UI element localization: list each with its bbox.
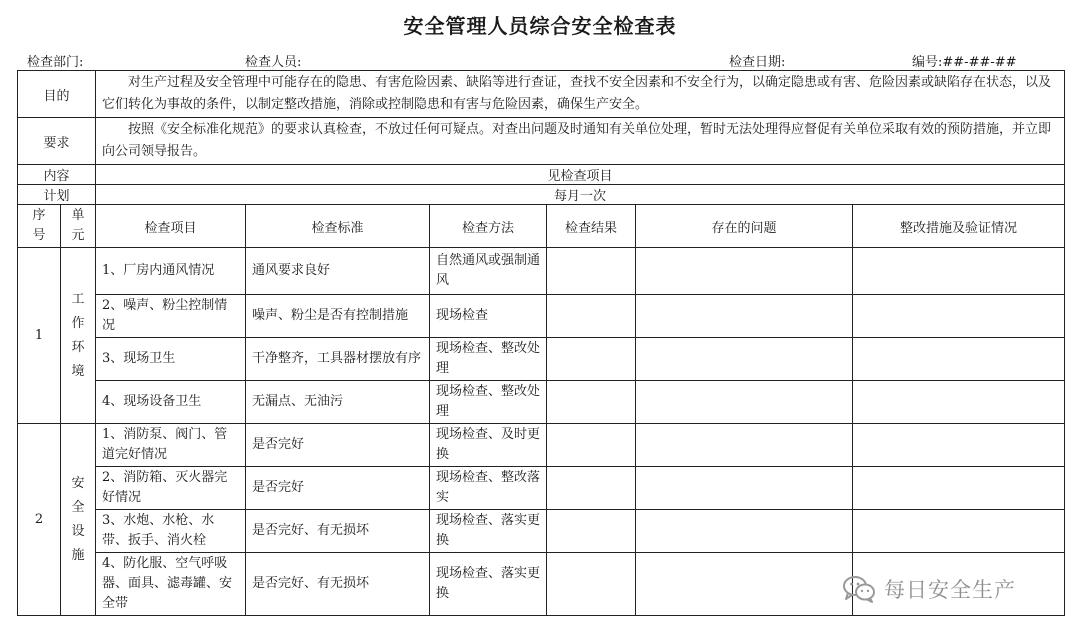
table-row	[18, 338, 1065, 381]
column-header-row	[18, 205, 1065, 248]
serial-number-label: 编号:	[912, 55, 943, 70]
serial-number-value: ##-##-##	[942, 55, 1017, 70]
check-method: 现场检查、落实更换	[430, 553, 547, 616]
purpose-row	[18, 71, 1065, 118]
check-standard: 是否完好	[246, 467, 430, 510]
table-row	[18, 467, 1065, 510]
check-standard: 是否完好、有无损坏	[246, 553, 430, 616]
check-standard: 噪声、粉尘是否有控制措施	[246, 295, 430, 338]
existing-problem	[636, 424, 853, 467]
check-standard: 无漏点、无油污	[246, 381, 430, 424]
inspector-label: 检查人员:	[245, 55, 302, 70]
rectify-measure	[853, 295, 1065, 338]
rectify-measure	[853, 381, 1065, 424]
check-method: 现场检查	[430, 295, 547, 338]
existing-problem	[636, 248, 853, 295]
check-item: 2、消防箱、灭火器完好情况	[96, 467, 246, 510]
content-value: 见检查项目	[96, 165, 1065, 185]
check-result	[547, 553, 636, 616]
purpose-text: 对生产过程及安全管理中可能存在的隐患、有害危险因素、缺陷等进行查证，查找不安全因素和不安全行为，以确定隐患或有害、危险因素或缺陷存在状态，以及它们转化为事故的条件，以制定整改措施，消除或控制隐患和有害与危险因素，确保生产安全。	[102, 75, 1052, 112]
check-method: 现场检查、及时更换	[430, 424, 547, 467]
check-method: 现场检查、整改落实	[430, 467, 547, 510]
rectify-measure	[853, 338, 1065, 381]
existing-problem	[636, 381, 853, 424]
rectify-measure	[853, 424, 1065, 467]
existing-problem	[636, 295, 853, 338]
check-result	[547, 510, 636, 553]
group-unit	[61, 248, 96, 424]
header-seq-text: 序号	[32, 208, 46, 243]
group-seq: 2	[18, 424, 61, 616]
check-result	[547, 381, 636, 424]
check-item: 4、防化服、空气呼吸器、面具、滤毒罐、安全带	[96, 553, 246, 616]
check-standard: 是否完好	[246, 424, 430, 467]
check-standard: 干净整齐，工具器材摆放有序	[246, 338, 430, 381]
header-unit	[61, 205, 96, 248]
group-unit	[61, 424, 96, 616]
plan-row	[18, 185, 1065, 205]
header-item: 检查项目	[96, 205, 246, 248]
header-method: 检查方法	[430, 205, 547, 248]
existing-problem	[636, 338, 853, 381]
check-method: 现场检查、整改处理	[430, 338, 547, 381]
table-row	[18, 248, 1065, 295]
table-row	[18, 381, 1065, 424]
check-result	[547, 295, 636, 338]
check-result	[547, 338, 636, 381]
check-result	[547, 467, 636, 510]
purpose-cell	[96, 71, 1065, 118]
check-result	[547, 248, 636, 295]
requirement-text: 按照《安全标准化规范》的要求认真检查，不放过任何可疑点。对查出问题及时通知有关单位处理，暂时无法处理得应督促有关单位采取有效的预防措施，并立即向公司领导报告。	[102, 122, 1052, 159]
requirement-row	[18, 118, 1065, 165]
existing-problem	[636, 553, 853, 616]
check-standard: 是否完好、有无损坏	[246, 510, 430, 553]
content-label: 内容	[18, 165, 96, 185]
header-seq	[18, 205, 61, 248]
wechat-logo-icon	[842, 574, 876, 604]
rectify-measure	[853, 248, 1065, 295]
requirement-label: 要求	[18, 118, 96, 165]
check-result	[547, 424, 636, 467]
rectify-measure	[853, 510, 1065, 553]
check-item: 1、厂房内通风情况	[96, 248, 246, 295]
purpose-label: 目的	[18, 71, 96, 118]
check-standard: 通风要求良好	[246, 248, 430, 295]
check-method: 现场检查、整改处理	[430, 381, 547, 424]
group-unit-text: 工作环境	[71, 291, 85, 379]
inspection-date-label: 检查日期:	[729, 55, 786, 70]
inspection-dept-label: 检查部门:	[27, 55, 84, 70]
check-item: 2、噪声、粉尘控制情况	[96, 295, 246, 338]
header-standard: 检查标准	[246, 205, 430, 248]
header-problem: 存在的问题	[636, 205, 853, 248]
check-item: 1、消防泵、阀门、管道完好情况	[96, 424, 246, 467]
existing-problem	[636, 467, 853, 510]
existing-problem	[636, 510, 853, 553]
inspection-table	[17, 70, 1065, 616]
check-method: 自然通风或强制通风	[430, 248, 547, 295]
serial-number	[912, 51, 1017, 70]
table-row	[18, 510, 1065, 553]
header-rectify: 整改措施及验证情况	[853, 205, 1065, 248]
header-unit-text: 单元	[71, 208, 85, 243]
rectify-measure	[853, 467, 1065, 510]
check-item: 3、现场卫生	[96, 338, 246, 381]
requirement-cell	[96, 118, 1065, 165]
plan-label: 计划	[18, 185, 96, 205]
group-seq: 1	[18, 248, 61, 424]
watermark	[842, 574, 1016, 604]
document-title: 安全管理人员综合安全检查表	[403, 14, 677, 38]
check-method: 现场检查、落实更换	[430, 510, 547, 553]
content-row	[18, 165, 1065, 185]
group-unit-text: 安全设施	[71, 475, 85, 563]
plan-value: 每月一次	[96, 185, 1065, 205]
check-item: 3、水炮、水枪、水带、扳手、消火栓	[96, 510, 246, 553]
table-row	[18, 424, 1065, 467]
watermark-text: 每日安全生产	[884, 578, 1016, 602]
header-result: 检查结果	[547, 205, 636, 248]
check-item: 4、现场设备卫生	[96, 381, 246, 424]
table-row	[18, 295, 1065, 338]
